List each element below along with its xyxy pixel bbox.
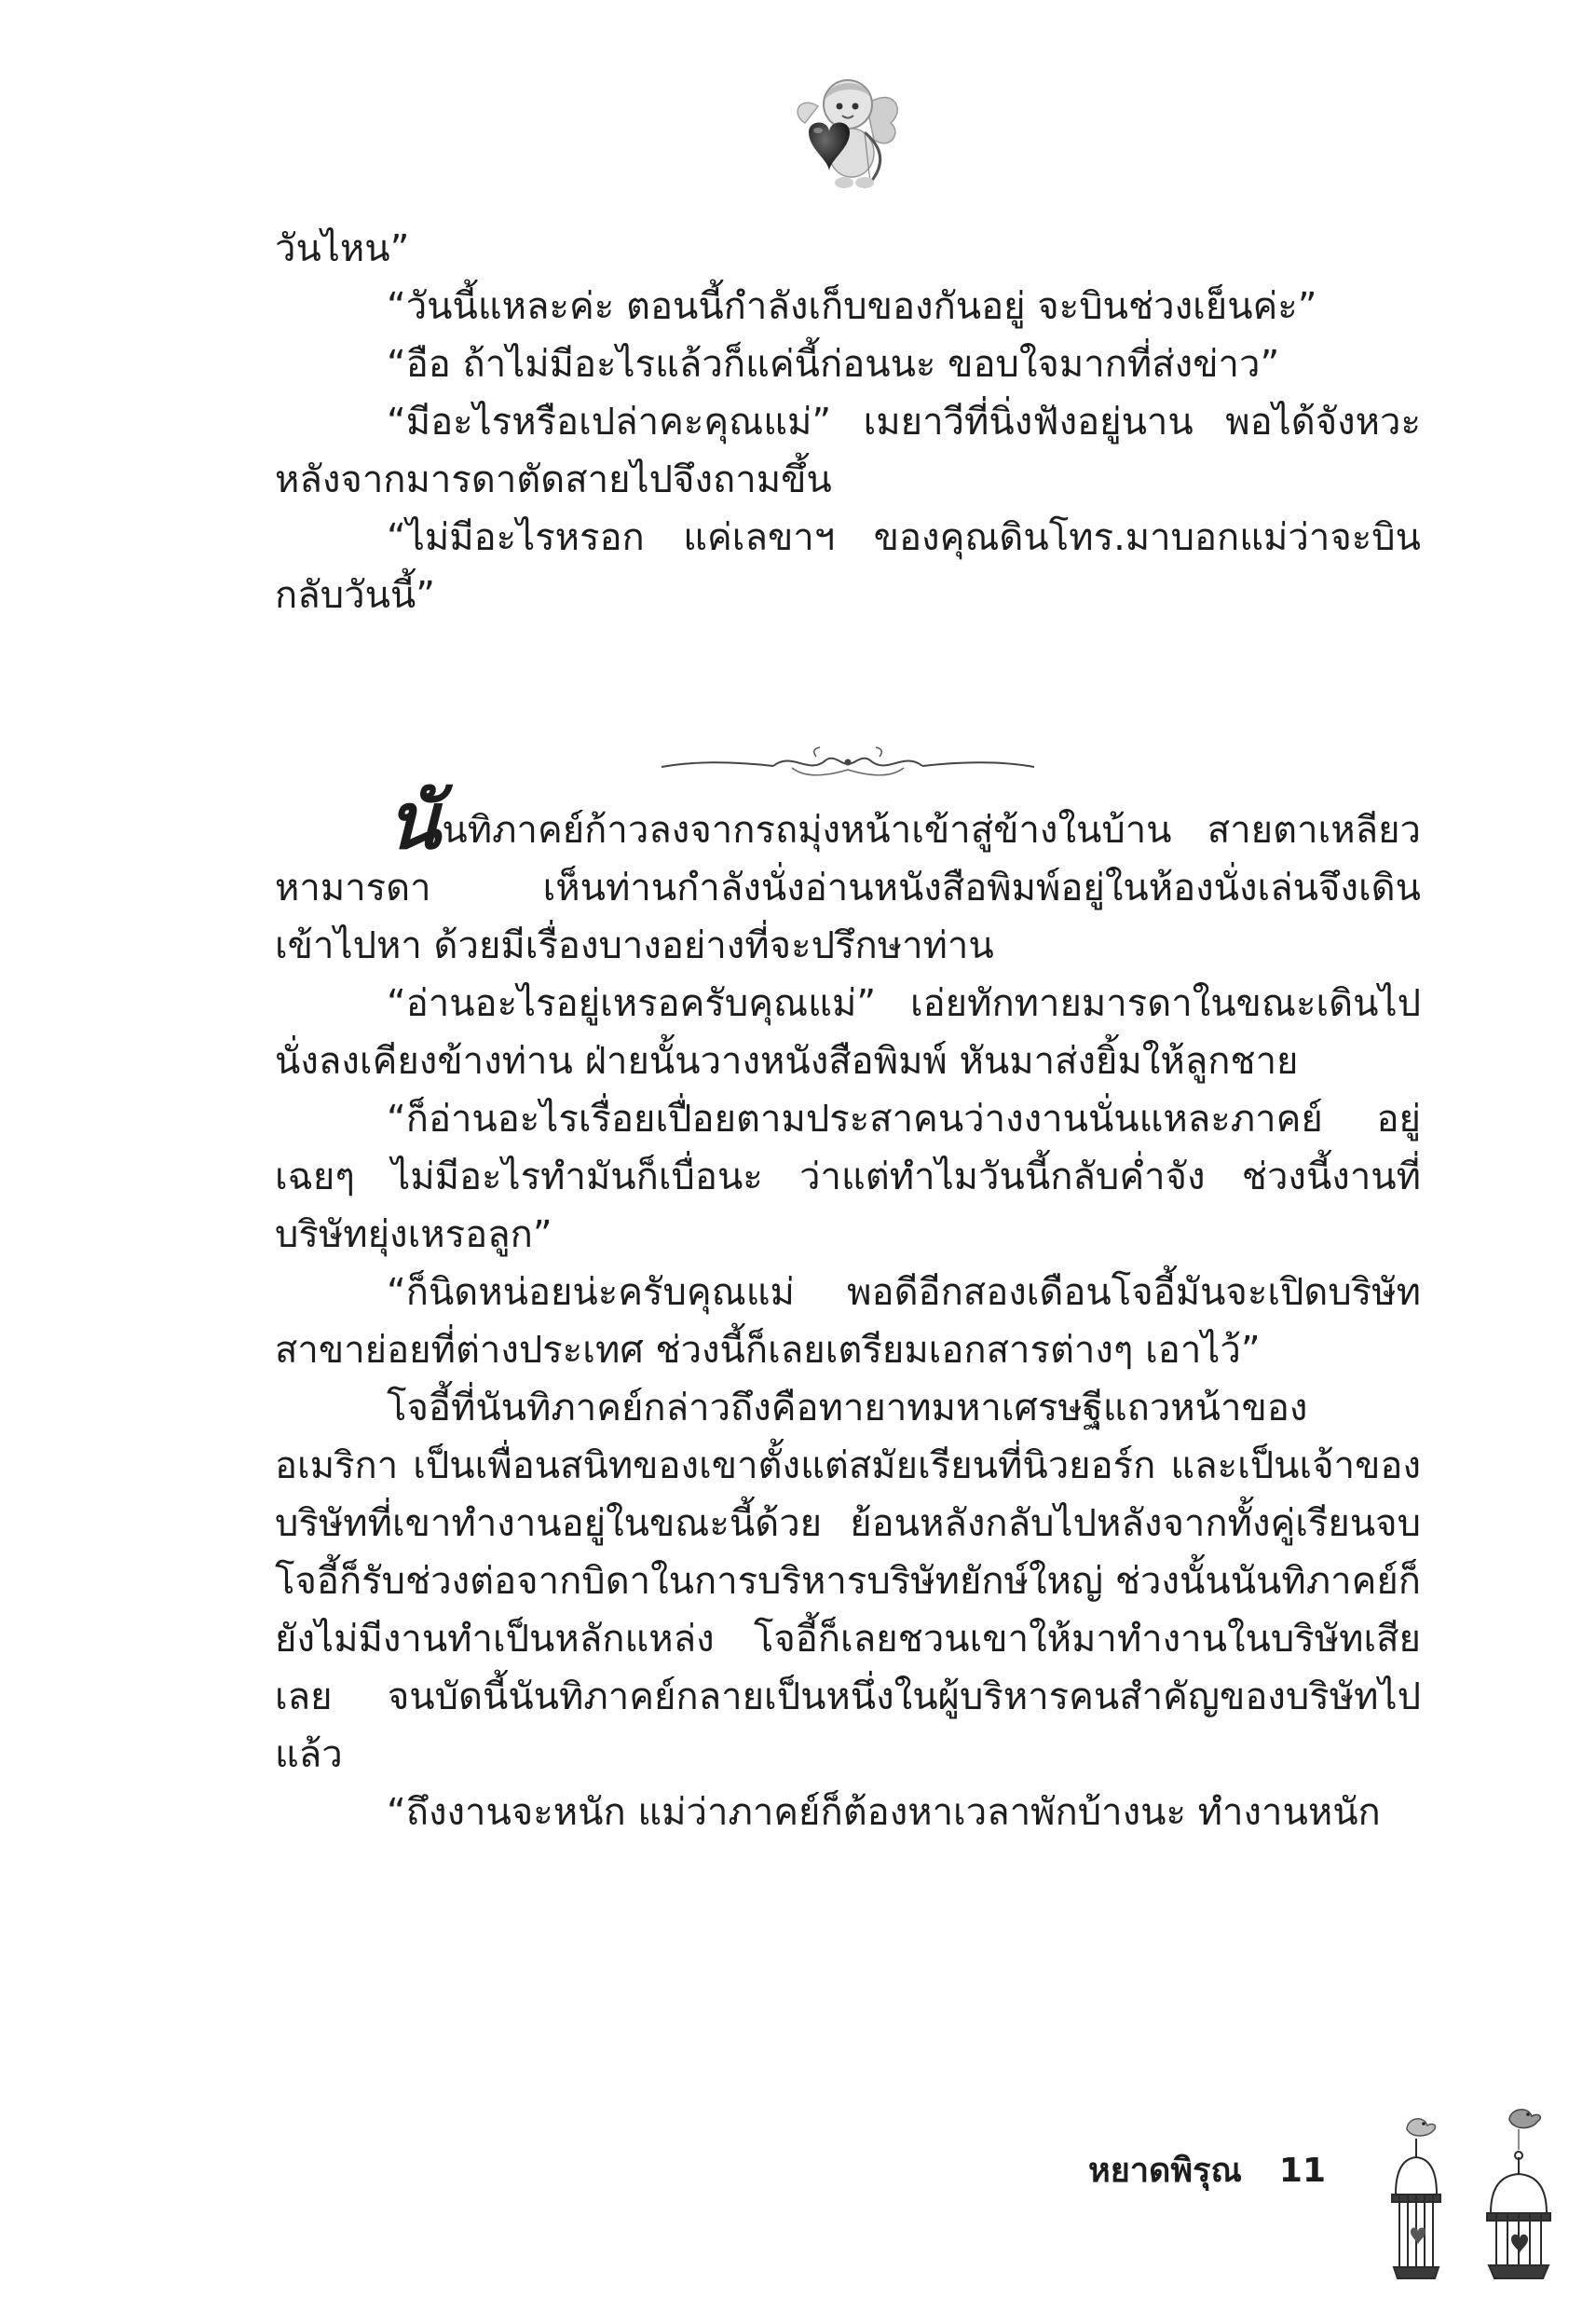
- paragraph: “ถึงงานจะหนัก แม่ว่าภาคย์ก็ต้องหาเวลาพักบ้างนะ ทำงานหนัก: [387, 1791, 1381, 1834]
- flourish-divider-icon: [652, 744, 1044, 786]
- page-footer: [1088, 2143, 1326, 2196]
- book-title: หยาดพิรุณ: [1088, 2152, 1242, 2190]
- paragraph: “อ่านอะไรอยู่เหรอครับคุณแม่” เอ่ยทักทายมารดาในขณะเดินไปนั่งลงเคียงข้างท่าน ฝ่ายนั้นวางหนังสือพิมพ์ หันมาส่งยิ้มให้ลูกชาย: [275, 982, 1421, 1083]
- drop-cap: นั: [387, 774, 441, 867]
- paragraph-continuation: วันไหน”: [275, 227, 410, 270]
- page-number: 11: [1278, 2152, 1326, 2190]
- section-opening-paragraph: [275, 774, 1421, 975]
- text-block-top: [275, 220, 1421, 624]
- paragraph: “วันนี้แหละค่ะ ตอนนี้กำลังเก็บของกันอยู่ จะบินช่วงเย็นค่ะ”: [387, 285, 1317, 328]
- paragraph: “อือ ถ้าไม่มีอะไรแล้วก็แค่นี้ก่อนนะ ขอบใจมากที่ส่งข่าว”: [387, 343, 1280, 386]
- cupid-heart-icon: [781, 67, 911, 198]
- paragraph: “ก็อ่านอะไรเรื่อยเปื่อยตามประสาคนว่างงานนั่นแหละภาคย์ อยู่เฉยๆ ไม่มีอะไรทำมันก็เบื่อนะ ว่าแต่ทำไมวันนี้กลับค่ำจัง ช่วงนี้งานที่บริษัทยุ่งเหรอลูก”: [275, 1098, 1421, 1256]
- paragraph: “ไม่มีอะไรหรอก แค่เลขาฯ ของคุณดินโทร.มาบอกแม่ว่าจะบินกลับวันนี้”: [275, 516, 1421, 617]
- paragraph: “ก็นิดหน่อยน่ะครับคุณแม่ พอดีอีกสองเดือนโจอี้มันจะเปิดบริษัทสาขาย่อยที่ต่างประเทศ ช่วงนี้ก็เลยเตรียมเอกสารต่างๆ เอาไว้”: [275, 1271, 1421, 1372]
- text-block-main: [275, 774, 1421, 1841]
- birdcage-icon: [1379, 2101, 1565, 2288]
- paragraph: โจอี้ที่นันทิภาคย์กล่าวถึงคือทายาทมหาเศรษฐีแถวหน้าของอเมริกา เป็นเพื่อนสนิทของเขาตั้งแต่สมัยเรียนที่นิวยอร์ก และเป็นเจ้าของบริษัทที่เขาทำงานอยู่ในขณะนี้ด้วย ย้อนหลังกลับไปหลังจากทั้งคู่เรียนจบ โจอี้ก็รับช่วงต่อจากบิดาในการบริหารบริษัทยักษ์ใหญ่ ช่วงนั้นนันทิภาคย์ก็ยังไม่มีงานทำเป็นหลักแหล่ง โจอี้ก็เลยชวนเขาให้มาทำงานในบริษัทเสียเลย จนบัดนี้นันทิภาคย์กลายเป็นหนึ่งในผู้บริหารคนสำคัญของบริษัทไปแล้ว: [275, 1387, 1421, 1776]
- opening-text: นทิภาคย์ก้าวลงจากรถมุ่งหน้าเข้าสู่ข้างในบ้าน สายตาเหลียวหามารดา เห็นท่านกำลังนั่งอ่านหนังสือพิมพ์อยู่ในห้องนั่งเล่นจึงเดินเข้าไปหา ด้วยมีเรื่องบางอย่างที่จะปรึกษาท่าน: [275, 809, 1421, 967]
- paragraph: “มีอะไรหรือเปล่าคะคุณแม่” เมยาวีที่นิ่งฟังอยู่นาน พอได้จังหวะหลังจากมารดาตัดสายไปจึงถามขึ้น: [275, 401, 1421, 501]
